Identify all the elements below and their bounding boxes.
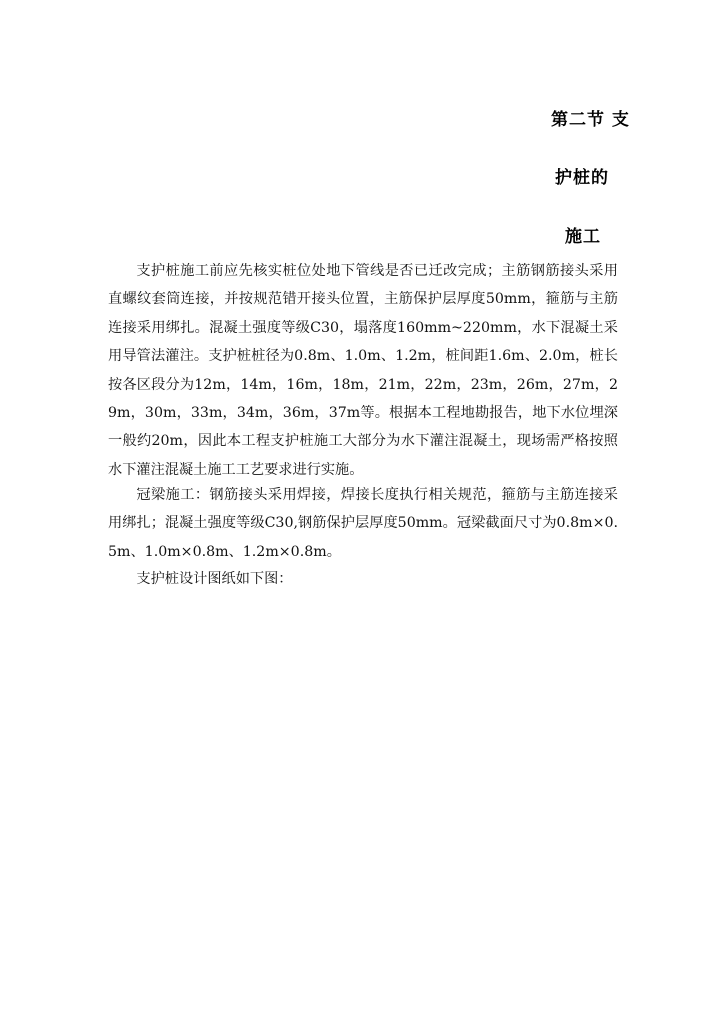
paragraph-text: 冠梁施工：钢筋接头采用焊接，焊接长度执行相关规范，箍筋与主筋连接采用绑扎；混凝土强度等级C30,钢筋保护层厚度50mm。冠梁截面尺寸为0.8m×0.5m、1.0m×0.8m、1.2m×0.8m。 bbox=[108, 487, 618, 560]
paragraph-crown-beam bbox=[108, 481, 618, 566]
paragraph-pile-construction bbox=[108, 257, 618, 484]
section-heading-line-3: 施工 bbox=[565, 227, 601, 247]
paragraph-drawing-intro bbox=[108, 565, 618, 593]
paragraph-text: 支护桩设计图纸如下图： bbox=[136, 571, 293, 587]
paragraph-text: 支护桩施工前应先核实桩位处地下管线是否已迁改完成；主筋钢筋接头采用直螺纹套筒连接，并按规范错开接头位置，主筋保护层厚度50mm，箍筋与主筋连接采用绑扎。混凝土强度等级C30，塌落度160mm~220mm，水下混凝土采用导管法灌注。支护桩桩径为0.8m、1.0m、1.2m，桩间距1.6m、2.0m，桩长按各区段分为12m，14m，16m，18m，21m，22m，23m，26m，27m，29m，30m，33m，34m，36m，37m等。根据本工程地勘报告，地下水位埋深一般约20m，因此本工程支护桩施工大部分为水下灌注混凝土，现场需严格按照水下灌注混凝土施工工艺要求进行实施。 bbox=[108, 263, 618, 478]
section-heading-line-2: 护桩的 bbox=[555, 168, 609, 188]
section-heading-line-1: 第二节 支 bbox=[551, 110, 630, 130]
